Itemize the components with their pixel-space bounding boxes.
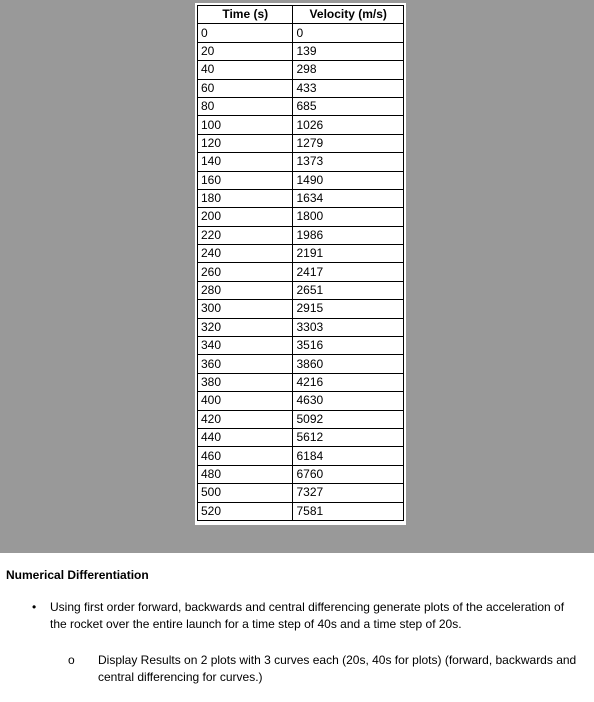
time-cell: 440 xyxy=(198,428,293,446)
time-cell: 200 xyxy=(198,208,293,226)
velocity-cell: 3303 xyxy=(293,318,404,336)
time-cell: 40 xyxy=(198,61,293,79)
table-row xyxy=(198,116,404,134)
table-row xyxy=(198,373,404,391)
time-cell: 360 xyxy=(198,355,293,373)
velocity-cell: 1800 xyxy=(293,208,404,226)
time-cell: 380 xyxy=(198,373,293,391)
velocity-cell: 6760 xyxy=(293,465,404,483)
velocity-cell: 1986 xyxy=(293,226,404,244)
bullet-item xyxy=(32,599,577,633)
velocity-cell: 0 xyxy=(293,24,404,42)
table-body xyxy=(198,24,404,521)
table-row xyxy=(198,245,404,263)
sub-bullet-item xyxy=(68,652,578,686)
velocity-cell: 5612 xyxy=(293,428,404,446)
table-row xyxy=(198,134,404,152)
time-column-header: Time (s) xyxy=(198,6,293,24)
time-cell: 320 xyxy=(198,318,293,336)
table-row xyxy=(198,300,404,318)
velocity-cell: 2915 xyxy=(293,300,404,318)
table-row xyxy=(198,410,404,428)
table-row xyxy=(198,447,404,465)
table-row xyxy=(198,42,404,60)
instructions-section xyxy=(0,553,594,702)
table-row xyxy=(198,153,404,171)
time-cell: 400 xyxy=(198,392,293,410)
table-row xyxy=(198,189,404,207)
velocity-cell: 7581 xyxy=(293,502,404,520)
table-row xyxy=(198,318,404,336)
section-heading: Numerical Differentiation xyxy=(6,568,149,582)
sub-bullet-text: Display Results on 2 plots with 3 curves each (20s, 40s for plots) (forward, backwards and central differencing for curves.) xyxy=(98,653,577,684)
velocity-cell: 7327 xyxy=(293,484,404,502)
table-row xyxy=(198,171,404,189)
velocity-cell: 433 xyxy=(293,79,404,97)
table-row xyxy=(198,61,404,79)
table-row xyxy=(198,502,404,520)
time-cell: 480 xyxy=(198,465,293,483)
table-row xyxy=(198,97,404,115)
table-header-row xyxy=(198,6,404,24)
velocity-cell: 1373 xyxy=(293,153,404,171)
time-cell: 220 xyxy=(198,226,293,244)
table-row xyxy=(198,484,404,502)
time-cell: 500 xyxy=(198,484,293,502)
bullet-symbol: • xyxy=(32,600,37,614)
table-row xyxy=(198,355,404,373)
velocity-cell: 1634 xyxy=(293,189,404,207)
velocity-cell: 2651 xyxy=(293,281,404,299)
velocity-cell: 139 xyxy=(293,42,404,60)
velocity-cell: 4216 xyxy=(293,373,404,391)
velocity-cell: 1279 xyxy=(293,134,404,152)
time-cell: 180 xyxy=(198,189,293,207)
time-cell: 120 xyxy=(198,134,293,152)
time-cell: 100 xyxy=(198,116,293,134)
time-cell: 300 xyxy=(198,300,293,318)
table-row xyxy=(198,79,404,97)
velocity-cell: 4630 xyxy=(293,392,404,410)
time-cell: 80 xyxy=(198,97,293,115)
table-row xyxy=(198,392,404,410)
velocity-cell: 298 xyxy=(293,61,404,79)
velocity-cell: 1490 xyxy=(293,171,404,189)
table-row xyxy=(198,208,404,226)
time-cell: 260 xyxy=(198,263,293,281)
time-cell: 20 xyxy=(198,42,293,60)
table-row xyxy=(198,263,404,281)
velocity-cell: 6184 xyxy=(293,447,404,465)
time-cell: 520 xyxy=(198,502,293,520)
time-cell: 420 xyxy=(198,410,293,428)
table-row xyxy=(198,337,404,355)
table-row xyxy=(198,465,404,483)
velocity-cell: 2417 xyxy=(293,263,404,281)
time-cell: 0 xyxy=(198,24,293,42)
table-row xyxy=(198,24,404,42)
velocity-cell: 3516 xyxy=(293,337,404,355)
velocity-cell: 5092 xyxy=(293,410,404,428)
time-cell: 280 xyxy=(198,281,293,299)
time-velocity-table xyxy=(197,5,404,521)
velocity-cell: 1026 xyxy=(293,116,404,134)
sub-bullet-symbol: o xyxy=(68,653,75,667)
velocity-cell: 2191 xyxy=(293,245,404,263)
time-cell: 340 xyxy=(198,337,293,355)
time-cell: 460 xyxy=(198,447,293,465)
time-cell: 60 xyxy=(198,79,293,97)
data-table-container xyxy=(195,3,406,525)
bullet-text: Using first order forward, backwards and central differencing generate plots of the acceleration of the rocket over the entire launch for a time step of 40s and a time step of 20s. xyxy=(50,600,565,631)
table-row xyxy=(198,226,404,244)
time-cell: 160 xyxy=(198,171,293,189)
table-row xyxy=(198,281,404,299)
table-row xyxy=(198,428,404,446)
time-cell: 140 xyxy=(198,153,293,171)
velocity-column-header: Velocity (m/s) xyxy=(293,6,404,24)
velocity-cell: 3860 xyxy=(293,355,404,373)
velocity-cell: 685 xyxy=(293,97,404,115)
time-cell: 240 xyxy=(198,245,293,263)
